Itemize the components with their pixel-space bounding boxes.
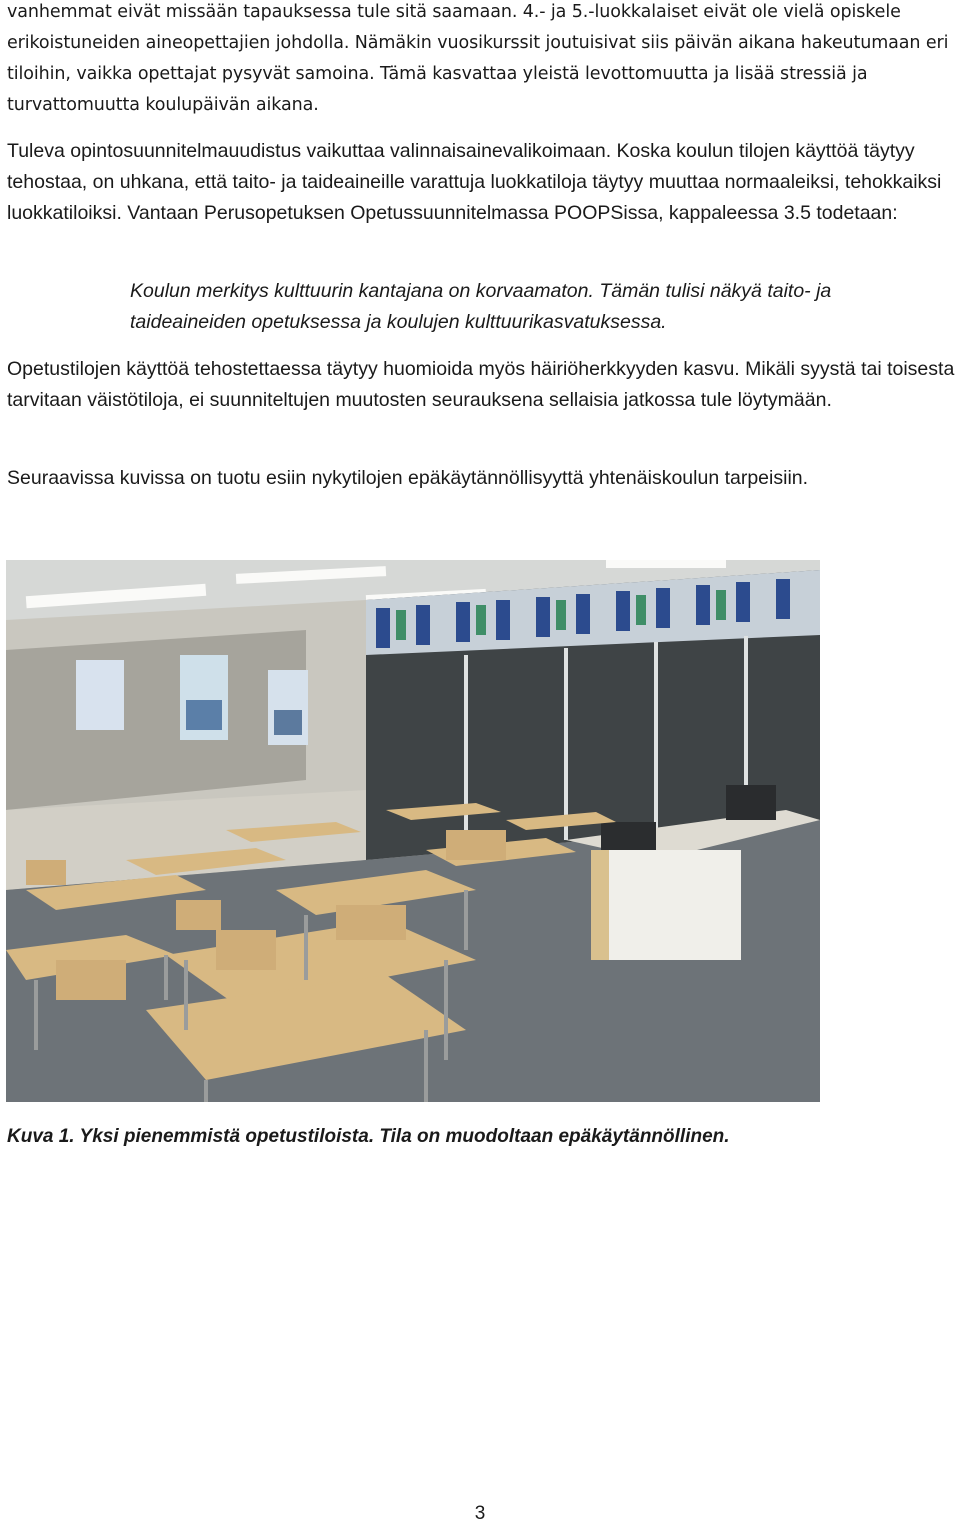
block-quote: Koulun merkitys kulttuurin kantajana on korvaamaton. Tämän tulisi näkyä taito- ja taideaineiden opetuksessa ja koulujen kulttuurikasvatuksessa. <box>130 280 832 333</box>
figure-caption: Kuva 1. Yksi pienemmistä opetustiloista. Tila on muodoltaan epäkäytännöllinen. <box>7 1126 730 1147</box>
paragraph-1: vanhemmat eivät missään tapauksessa tule sitä saamaan. 4.- ja 5.-luokkalaiset eivät ole vielä opiskele erikoistuneiden aineopettajien johdolla. Nämäkin vuosikurssit joutuisivat siis päivän aikana hakeutumaan eri tiloihin, vaikka opettajat pysyvät samoina. Tämä kasvattaa yleistä levottomuutta ja lisää stressiä ja turvattomuutta koulupäivän aikana. <box>7 2 949 115</box>
classroom-photo <box>6 560 820 1102</box>
paragraph-2: Tuleva opintosuunnitelmauudistus vaikuttaa valinnaisainevalikoimaan. Koska koulun tilojen käyttöä täytyy tehostaa, on uhkana, että taito- ja taideaineille varattuja luokkatiloja täytyy muuttaa normaaleiksi, tehokkaiksi luokkatiloiksi. Vantaan Perusopetuksen Opetussuunnitelmassa POOPSissa, kappaleessa 3.5 todetaan: <box>7 140 942 224</box>
page-number: 3 <box>474 1503 486 1524</box>
paragraph-4: Seuraavissa kuvissa on tuotu esiin nykytilojen epäkäytännöllisyyttä yhtenäiskoulun tarpeisiin. <box>7 467 809 489</box>
paragraph-3: Opetustilojen käyttöä tehostettaessa täytyy huomioida myös häiriöherkkyyden kasvu. Mikäli syystä tai toisesta tarvitaan väistötiloja, ei suunniteltujen muutosten seurauksena sellaisia jatkossa tule löytymään. <box>7 358 955 411</box>
